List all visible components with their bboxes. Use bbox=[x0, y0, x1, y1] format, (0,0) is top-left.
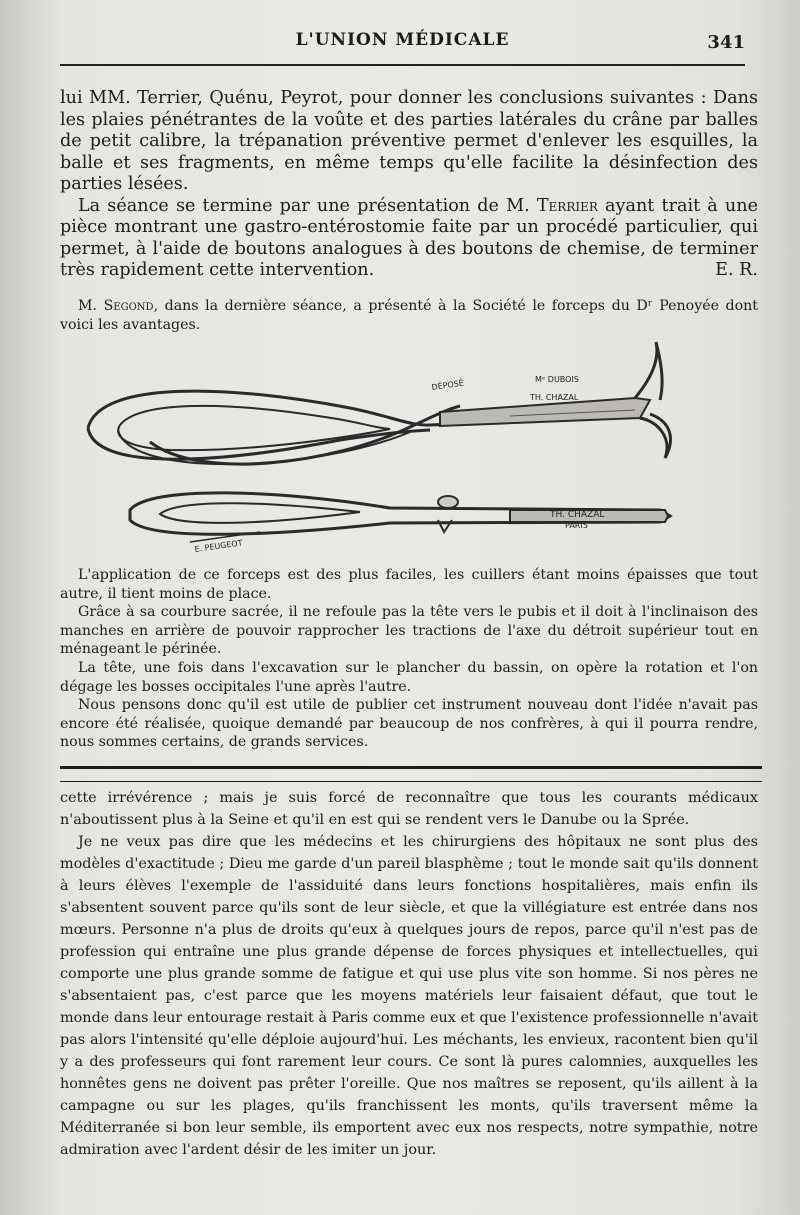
feuilleton-paragraph: Je ne veux pas dire que les médecins et les chirurgiens des hôpitaux ne sont plus des modèles d'exactitude ; Dieu me garde d'un pareil blasphème ; tout le monde sait qu'ils donnent à leurs élèves l'exemple de l'assiduité dans leurs fonctions hospitalières, mais enfin ils s'absentent souvent parce qu'ils sont de leur siècle, et que la villégiature est entrée dans nos mœurs. Personne n'a plus de droits qu'eux à quelques jours de repos, parce qu'il n'est pas de profession qui entraîne une plus grande dépense de forces physiques et intellectuelles, qui comporte une plus grande somme de fatigue et qui use plus vite son homme. Si nos pères ne s'absentaient pas, c'est parce que les moyens matériels leur faisaient défaut, que tout le monde dans leur entourage restait à Paris comme eux et que l'existence professionnelle n'avait pas alors l'intensité qu'elle déploie aujourd'hui. Les méchants, les envieux, racontent bien qu'il y a des professeurs qui font rarement leur cours. Ce sont là pures calomnies, auxquelles les honnêtes gens ne doivent pas prêter l'oreille. Que nos maîtres se reposent, qu'ils aillent à la campagne ou sur les plages, qu'ils franchissent les monts, qu'ils traversent même la Méditerranée si bon leur semble, ils emportent avec eux nos respects, notre sympathie, notre admiration avec l'ardent désir de les imiter un jour. bbox=[60, 834, 758, 1158]
feuilleton-separator bbox=[60, 766, 762, 782]
report-text: ayant trait à une pièce montrant une gastro-entérostomie faite par un procédé particulier, qui permet, à l'aide de boutons analogues à des boutons de chemise, de terminer très rapidement cette intervention. bbox=[60, 195, 758, 280]
report-paragraph bbox=[60, 196, 758, 282]
lead-text: , dans la dernière séance, a présenté à la Société le forceps du Dʳ Penoyée dont voici les avantages. bbox=[60, 298, 758, 333]
page-header bbox=[60, 26, 745, 62]
stamp-peugeot: E. PEUGEOT bbox=[194, 538, 244, 554]
feuilleton-paragraph: cette irrévérence ; mais je suis forcé de reconnaître que tous les courants médicaux n'aboutissent plus à la Seine et qu'il en est qui se rendent vers le Danube ou la Sprée. bbox=[60, 790, 758, 828]
stamp-depose: DÉPOSÉ bbox=[431, 378, 465, 392]
stamp-paris: PARIS bbox=[565, 521, 588, 530]
forceps-paragraph: Nous pensons donc qu'il est utile de publier cet instrument nouveau dont l'idée n'avait pas encore été réalisée, quoique demandé par beaucoup de nos confrères, à qui il pourra rendre, nous sommes certains, de grands services. bbox=[60, 697, 758, 751]
forceps-upper-blade bbox=[88, 342, 670, 464]
forceps-paragraph: Grâce à sa courbure sacrée, il ne refoule pas la tête vers le pubis et il doit à l'inclinaison des manches en arrière de pouvoir rapprocher les tractions de l'axe du détroit supérieur tout en ménageant le périnée. bbox=[60, 604, 758, 658]
header-rule bbox=[60, 64, 745, 66]
running-title: L'UNION MÉDICALE bbox=[295, 30, 510, 50]
page-number: 341 bbox=[707, 32, 745, 53]
person-name: Segond bbox=[103, 298, 154, 314]
stamp-chazal: TH. CHAZAL bbox=[550, 510, 605, 520]
society-report bbox=[60, 88, 758, 282]
author-signature: E. R. bbox=[715, 260, 758, 280]
forceps-intro bbox=[60, 297, 758, 334]
forceps-lead bbox=[60, 297, 758, 334]
lead-prefix: M. bbox=[78, 298, 104, 314]
forceps-illustration bbox=[60, 330, 760, 570]
forceps-paragraph: La tête, une fois dans l'excavation sur le plancher du bassin, on opère la rotation et l'on dégage les bosses occipitales l'une après l'autre. bbox=[60, 659, 758, 695]
forceps-paragraph: L'application de ce forceps est des plus faciles, les cuillers étant moins épaisses que tout autre, il tient moins de place. bbox=[60, 567, 758, 602]
stamp-dubois: Mᵉ DUBOIS bbox=[535, 375, 579, 384]
forceps-description bbox=[60, 566, 758, 752]
report-text: La séance se termine par une présentation de M. bbox=[78, 195, 537, 216]
person-name: Terrier bbox=[536, 195, 598, 216]
report-paragraph: lui MM. Terrier, Quénu, Peyrot, pour donner les conclusions suivantes : Dans les plaies pénétrantes de la voûte et des parties latérales du crâne par balles de petit calibre, la trépanation préventive permet d'enlever les esquilles, la balle et ses fragments, en même temps qu'elle facilite la désinfection des parties lésées. bbox=[60, 88, 758, 194]
stamp-chazal-top: TH. CHAZAL bbox=[530, 393, 579, 402]
feuilleton-column bbox=[60, 787, 758, 1161]
